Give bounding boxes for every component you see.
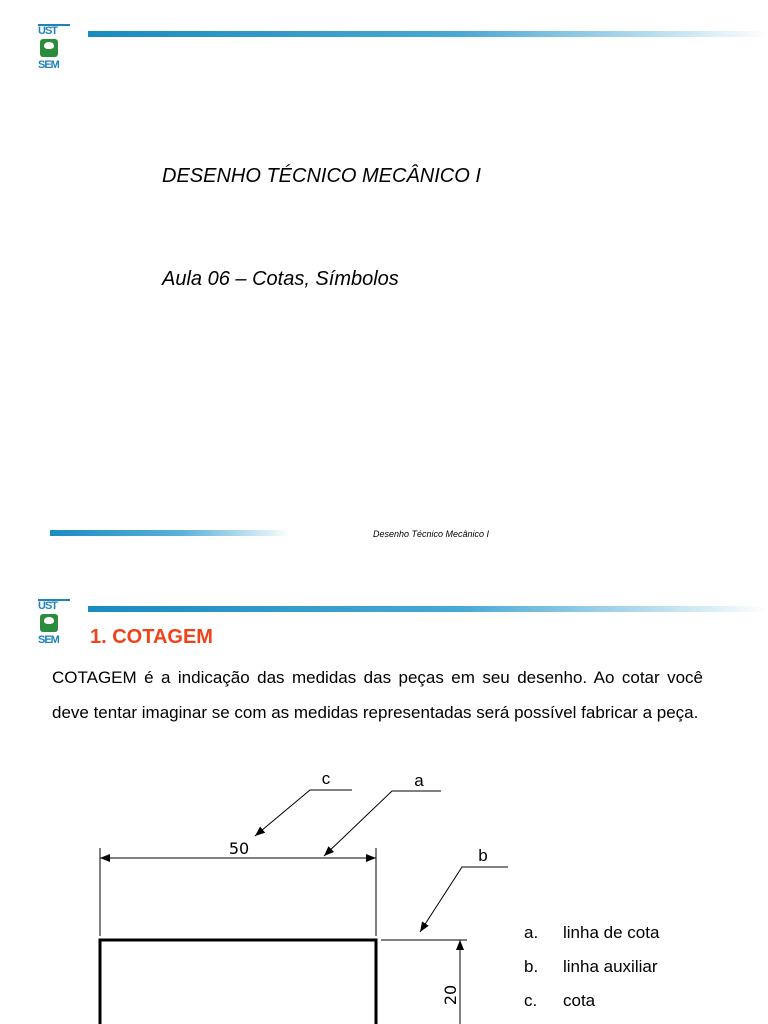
slide-footer: Desenho Técnico Mecânico I [373,529,490,539]
legend-key: b. [524,957,539,976]
section-heading: 1. COTAGEM [90,626,213,648]
dimension-value-width: 50 [228,839,250,858]
label-b: b [478,846,488,865]
label-c: c [321,769,331,788]
leader-b [420,867,508,932]
dimension-value-height: 20 [441,984,460,1006]
slide-subtitle: Aula 06 – Cotas, Símbolos [162,268,399,290]
legend-key: c. [524,991,538,1010]
leader-a [324,791,441,856]
legend-item [524,991,659,1024]
content-slide [0,580,768,1024]
part-outline [100,940,376,1024]
legend-text: cota [563,991,596,1010]
legend-text: linha auxiliar [563,957,658,976]
label-a: a [414,771,424,790]
logo-top-text: UST [38,599,70,613]
logo-bottom-text: SEM [38,634,59,646]
legend-list [524,923,659,1024]
footer-bar [50,530,290,536]
legend-item [524,923,659,957]
logo-top-text: UST [38,24,70,38]
legend-key: a. [524,923,539,942]
leader-c [255,790,352,836]
body-paragraph: COTAGEM é a indicação das medidas das peças em seu desenho. Ao cotar você deve tentar imaginar se com as medidas representadas será possível fabricar a peça. [52,668,703,722]
legend-item [524,957,659,991]
logo-bottom-text: SEM [38,59,59,71]
logo-emblem-icon [40,39,58,57]
ust-sem-logo [37,24,71,80]
slide-title: DESENHO TÉCNICO MECÂNICO I [162,165,481,187]
header-bar [88,31,768,37]
legend-text: linha de cota [563,923,660,942]
